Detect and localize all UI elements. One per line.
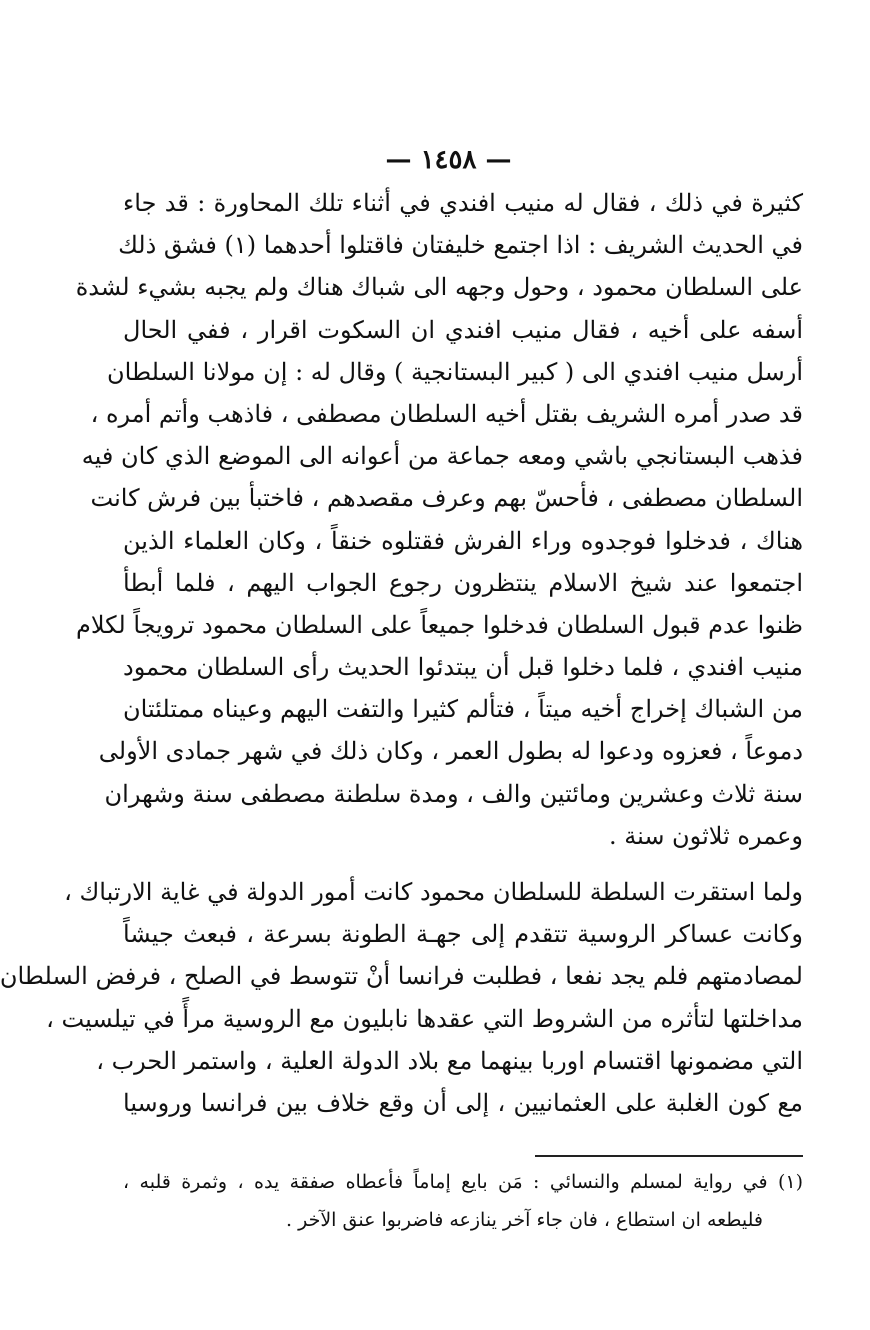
text-line: وعمره ثلاثون سنة . — [608, 821, 803, 850]
page-number: — ١٤٥٨ — — [385, 145, 512, 175]
text-line: أسفه على أخيه ، فقال منيب افندي ان السكوت اقرار ، ففي الحال — [123, 315, 803, 344]
text-line: قد صدر أمره الشريف بقتل أخيه السلطان مصطفى ، فاذهب وأتم أمره ، — [90, 399, 803, 428]
text-line: منيب افندي ، فلما دخلوا قبل أن يبتدئوا الحديث رأى السلطان محمود — [123, 653, 803, 682]
footnote — [123, 1163, 803, 1239]
paragraph-gap — [123, 857, 803, 871]
text-line: السلطان مصطفى ، فأحسّ بهم وعرف مقصدهم ، فاختبأ بين فرش كانت — [90, 484, 803, 513]
text-line: سنة ثلاث وعشرين ومائتين والف ، ومدة سلطنة مصطفى سنة وشهران — [104, 779, 803, 808]
text-line: دموعاً ، فعزوه ودعوا له بطول العمر ، وكان ذلك في شهر جمادى الأولى — [98, 737, 803, 766]
text-line: مداخلتها لتأثره من الشروط التي عقدها نابليون مع الروسية مرأً في تيلسيت ، — [46, 1004, 803, 1033]
paragraph-2 — [0, 871, 803, 1124]
text-line: على السلطان محمود ، وحول وجهه الى شباك هناك ولم يجبه بشيء لشدة — [75, 273, 803, 302]
text-line: كثيرة في ذلك ، فقال له منيب افندي في أثناء تلك المحاورة : قد جاء — [123, 189, 803, 217]
text-line: لمصادمتهم فلم يجد نفعا ، فطلبت فرانسا أنْ تتوسط في الصلح ، فرفض السلطان — [0, 962, 803, 991]
text-line: من الشباك إخراج أخيه ميتاً ، فتألم كثيرا والتفت اليهم وعيناه ممتلئتان — [123, 695, 804, 724]
footnote-line: فليطعه ان استطاع ، فان جاء آخر ينازعه فاضربوا عنق الآخر . — [286, 1209, 763, 1231]
text-line: هناك ، فدخلوا فوجدوه وراء الفرش فقتلوه خنقاً ، وكان العلماء الذين — [123, 526, 803, 555]
footnote-divider — [535, 1155, 803, 1157]
text-line: وكانت عساكر الروسية تتقدم إلى جهـة الطونة بسرعة ، فبعث جيشاً — [123, 920, 803, 949]
text-line: مع كون الغلبة على العثمانيين ، إلى أن وقع خلاف بين فرانسا وروسيا — [123, 1088, 803, 1117]
main-text — [0, 182, 804, 1124]
text-line: ولما استقرت السلطة للسلطان محمود كانت أمور الدولة في غاية الارتباك ، — [64, 878, 803, 906]
text-line: أرسل منيب افندي الى ( كبير البستانجية ) وقال له : إن مولانا السلطان — [107, 357, 803, 386]
text-line: التي مضمونها اقتسام اوربا بينهما مع بلاد الدولة العلية ، واستمر الحرب ، — [96, 1046, 803, 1075]
footnote-line: (١) في رواية لمسلم والنسائي : مَن بايع إماماً فأعطاه صفقة يده ، وثمرة قلبه ، — [123, 1171, 803, 1193]
paragraph-1 — [75, 182, 804, 857]
text-line: ظنوا عدم قبول السلطان فدخلوا جميعاً على السلطان محمود ترويجاً لكلام — [75, 610, 803, 639]
text-line: فذهب البستانجي باشي ومعه جماعة من أعوانه الى الموضع الذي كان فيه — [81, 442, 803, 471]
text-line: اجتمعوا عند شيخ الاسلام ينتظرون رجوع الجواب اليهم ، فلما أبطأ — [123, 568, 803, 597]
text-line: في الحديث الشريف : اذا اجتمع خليفتان فاقتلوا أحدهما (١) فشق ذلك — [118, 231, 803, 260]
